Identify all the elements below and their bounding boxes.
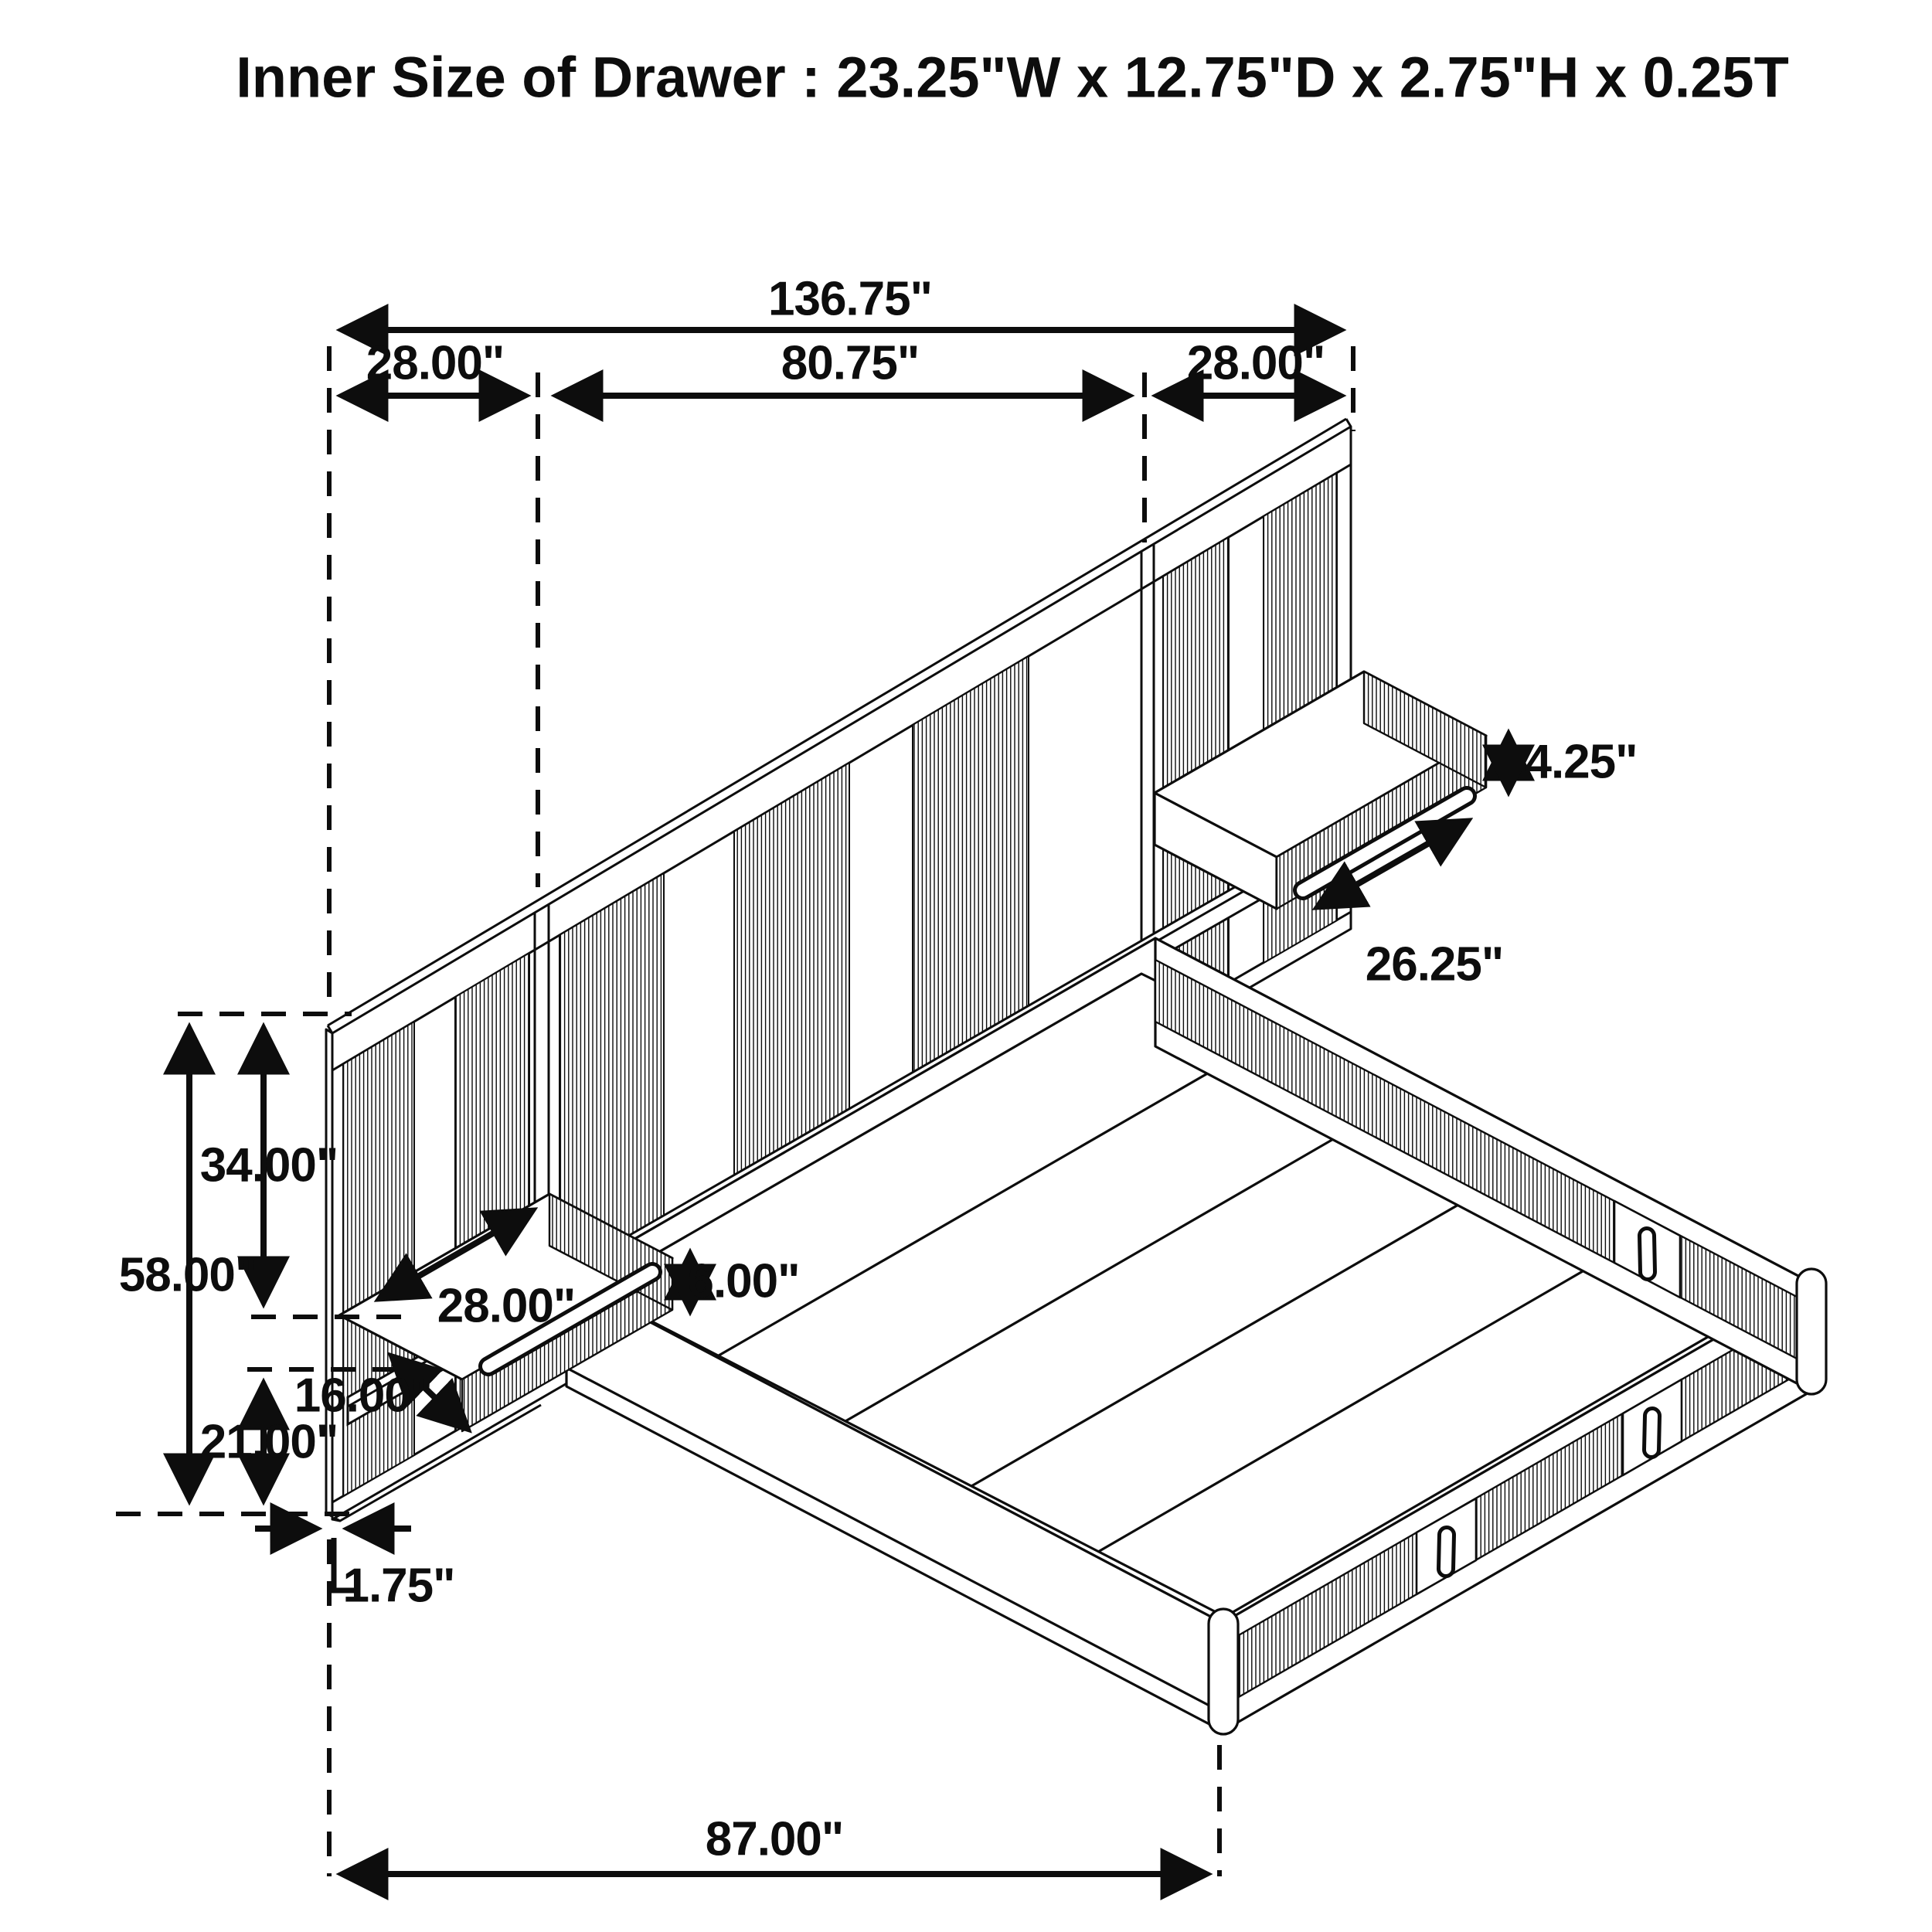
dim-top-center-section-label: 80.75" (781, 336, 920, 390)
slat-panel (343, 1022, 414, 1496)
page-title: Inner Size of Drawer : 23.25"W x 12.75"D x 2.75"H x 0.25T (236, 45, 1789, 110)
bed-corner-post-left (1209, 1609, 1238, 1734)
dim-thickness-label: 1.75" (342, 1559, 455, 1613)
dim-overall-width-label: 136.75" (767, 272, 933, 326)
dim-top-right-section-label: 28.00" (1186, 336, 1325, 390)
dim-total-height-label: 58.00" (118, 1248, 257, 1302)
dim-right-nightstand-height-label: 4.25" (1525, 735, 1638, 789)
bed-corner-post-right (1797, 1269, 1826, 1394)
dim-upper-height-label: 34.00" (199, 1138, 338, 1192)
dim-top-left-section-label: 28.00" (366, 336, 505, 390)
dim-lower-height-label: 21.00" (199, 1415, 338, 1469)
dim-nightstand-depth-label: 16.00" (294, 1369, 433, 1423)
dim-right-nightstand-width-label: 26.25" (1365, 937, 1504, 992)
dim-nightstand-height-label: 6.00" (687, 1254, 800, 1308)
dim-bed-length-label: 87.00" (705, 1812, 844, 1866)
dim-nightstand-width-label: 28.00" (437, 1279, 576, 1333)
